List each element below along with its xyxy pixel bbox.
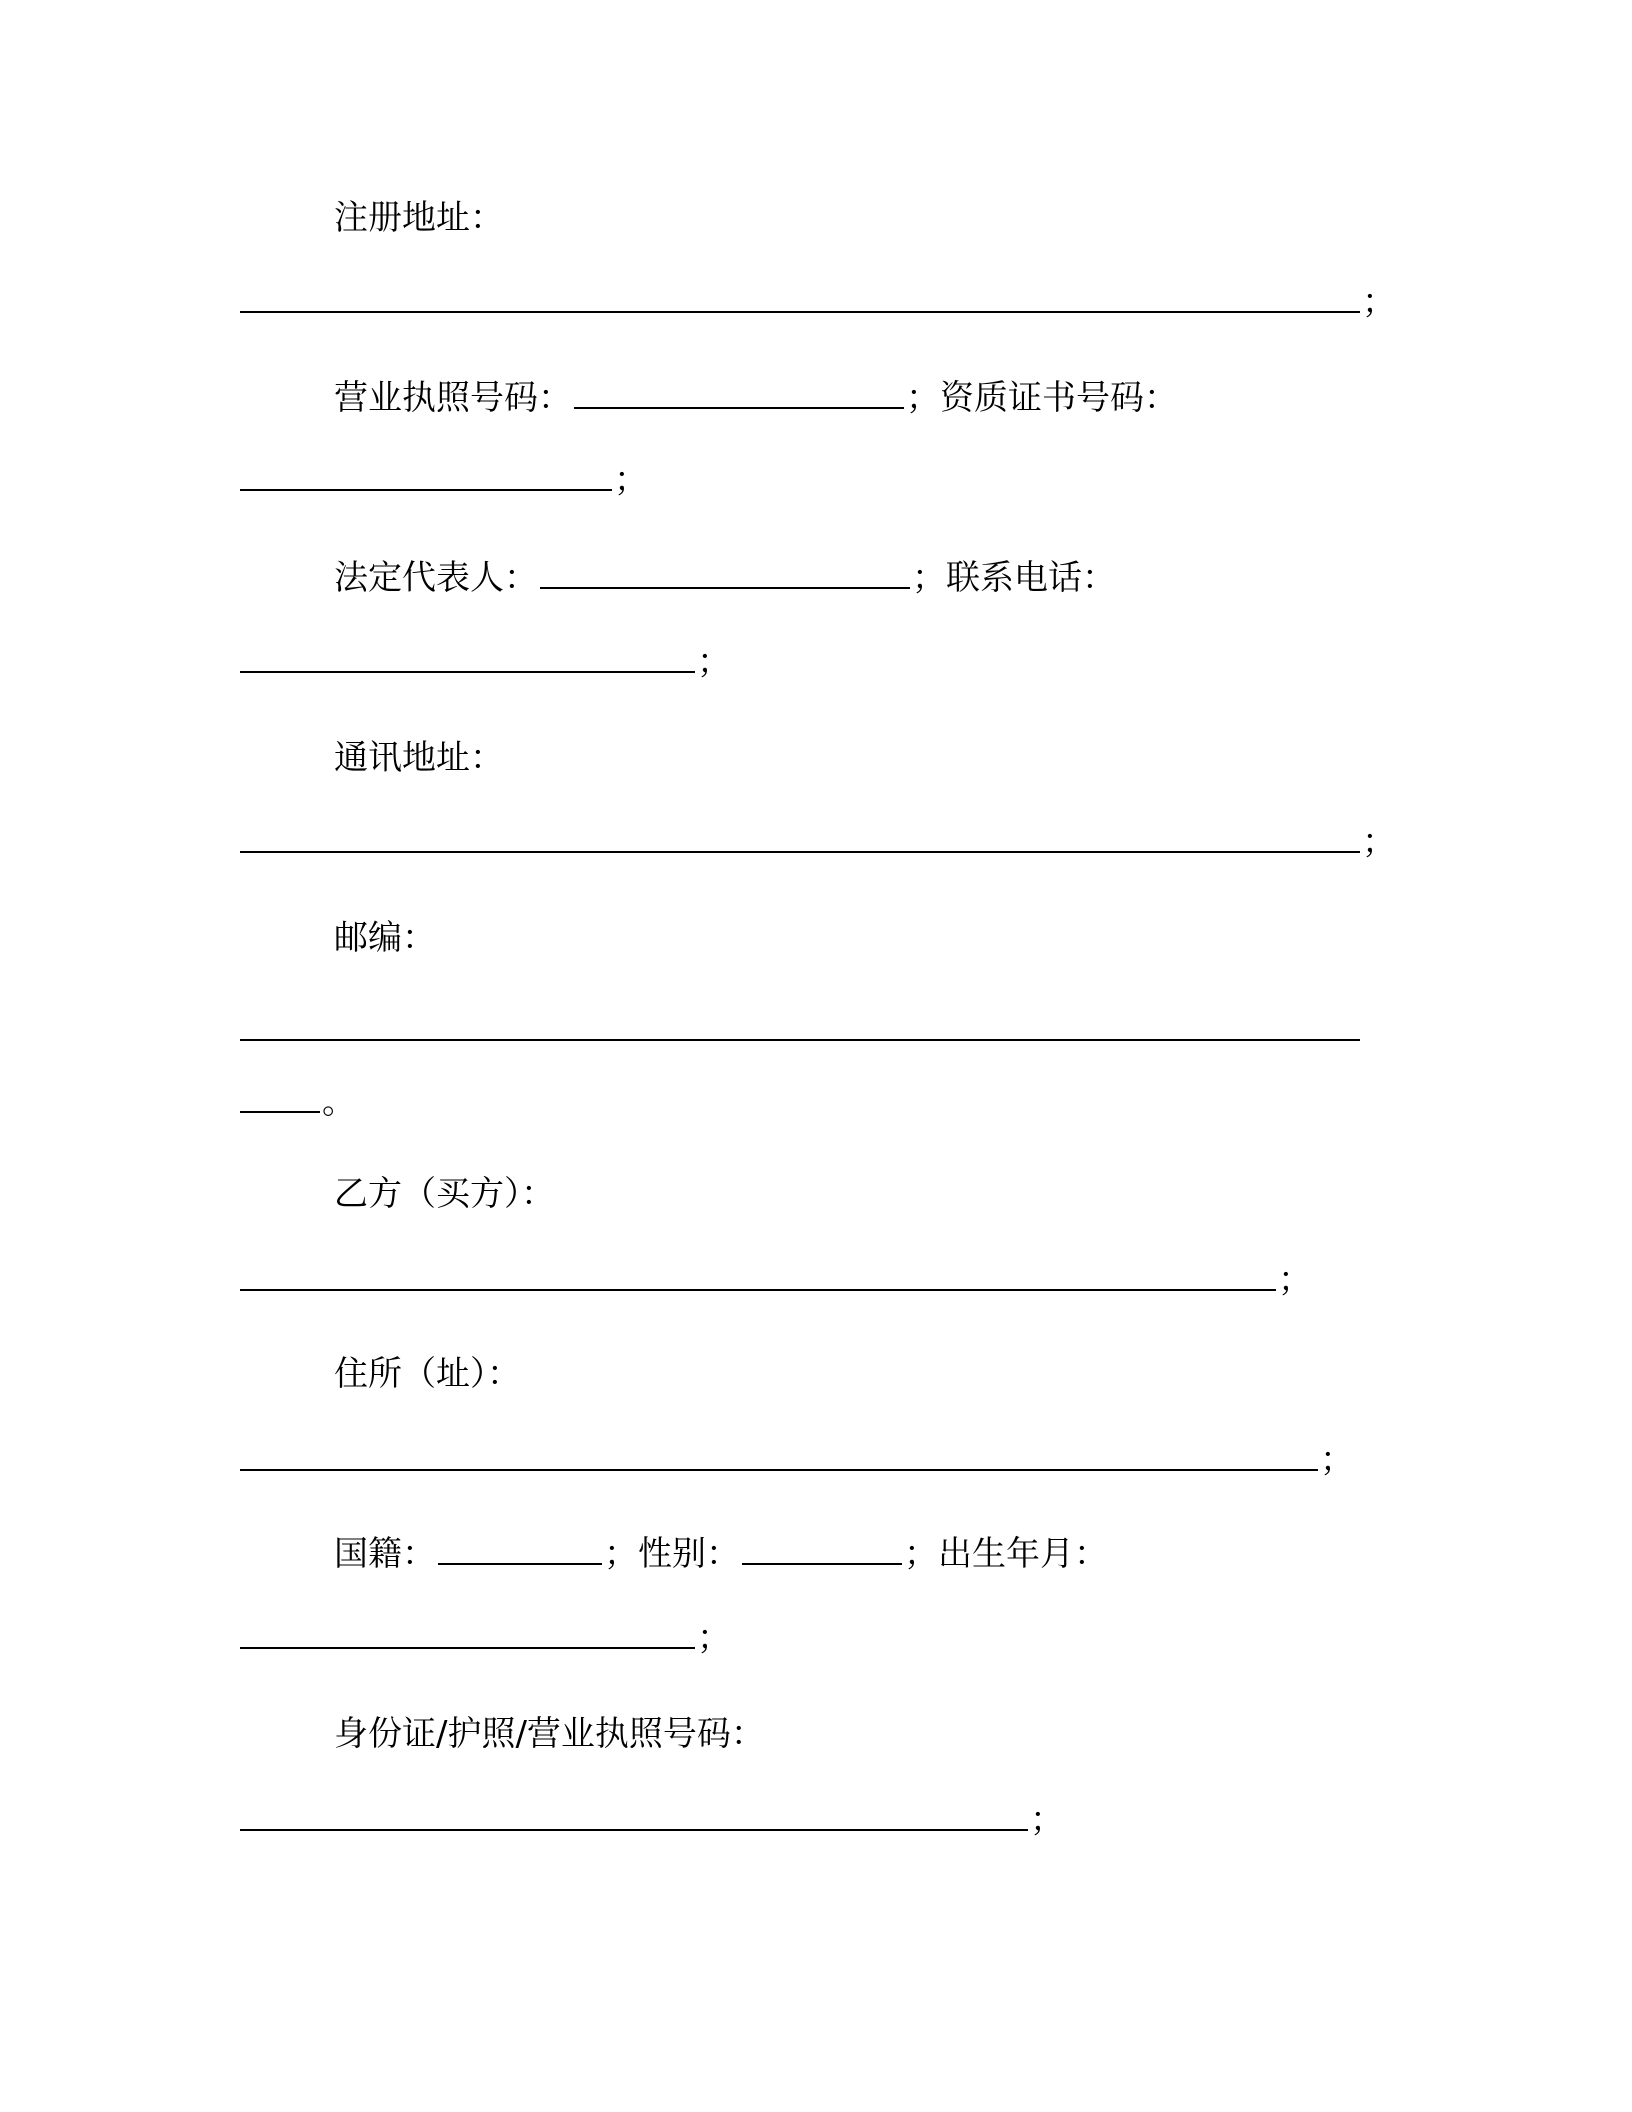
postcode-fill-line-1	[240, 1008, 1362, 1052]
residence-label: 住所（址）：	[334, 1354, 521, 1394]
registered-address-label: 注册地址：	[334, 198, 504, 238]
nationality-sep: ；	[604, 1534, 638, 1574]
gender-blank[interactable]	[742, 1535, 902, 1565]
phone-fill-line	[240, 640, 731, 684]
party-b-blank[interactable]	[240, 1261, 1276, 1291]
id-number-end: ；	[1030, 1800, 1064, 1840]
id-number-fill-line	[240, 1798, 1064, 1842]
gender-label: 性别：	[638, 1534, 740, 1574]
mailing-address-end: ；	[1362, 822, 1396, 862]
postcode-label: 邮编：	[334, 918, 436, 958]
legal-rep-line	[334, 556, 1116, 600]
birth-date-label: 出生年月：	[938, 1534, 1108, 1574]
mailing-address-label: 通讯地址：	[334, 738, 504, 778]
nationality-blank[interactable]	[438, 1535, 602, 1565]
birth-date-blank[interactable]	[240, 1619, 695, 1649]
party-b-fill-line	[240, 1258, 1312, 1302]
postcode-fill-line-2	[240, 1080, 356, 1124]
mailing-address-blank[interactable]	[240, 823, 1360, 853]
residence-label-line	[334, 1352, 521, 1396]
postcode-blank-1[interactable]	[240, 1011, 1360, 1041]
legal-rep-label: 法定代表人：	[334, 558, 538, 598]
legal-rep-blank[interactable]	[540, 559, 910, 589]
birth-date-fill-line	[240, 1616, 731, 1660]
business-license-sep: ；	[906, 378, 940, 418]
postcode-end: 。	[322, 1082, 356, 1122]
id-number-blank[interactable]	[240, 1801, 1028, 1831]
residence-fill-line	[240, 1438, 1354, 1482]
qualification-cert-end: ；	[614, 460, 648, 500]
business-license-line	[334, 376, 1178, 420]
registered-address-end: ；	[1362, 282, 1396, 322]
registered-address-label-line	[334, 196, 504, 240]
postcode-blank-2[interactable]	[240, 1083, 320, 1113]
qualification-cert-fill-line	[240, 458, 648, 502]
residence-blank[interactable]	[240, 1441, 1318, 1471]
party-b-label: 乙方（买方）：	[334, 1174, 555, 1214]
qualification-cert-blank[interactable]	[240, 461, 612, 491]
id-number-label: 身份证/护照/营业执照号码：	[334, 1714, 765, 1754]
residence-end: ；	[1320, 1440, 1354, 1480]
phone-label: 联系电话：	[946, 558, 1116, 598]
registered-address-blank[interactable]	[240, 283, 1360, 313]
id-number-label-line	[334, 1712, 765, 1756]
qualification-cert-label: 资质证书号码：	[940, 378, 1178, 418]
mailing-address-fill-line	[240, 820, 1396, 864]
nationality-label: 国籍：	[334, 1534, 436, 1574]
business-license-blank[interactable]	[574, 379, 904, 409]
gender-sep: ；	[904, 1534, 938, 1574]
birth-date-end: ；	[697, 1618, 731, 1658]
registered-address-fill-line	[240, 280, 1396, 324]
party-b-end: ；	[1278, 1260, 1312, 1300]
phone-blank[interactable]	[240, 643, 695, 673]
nationality-line	[334, 1532, 1108, 1576]
postcode-label-line	[334, 916, 436, 960]
phone-end: ；	[697, 642, 731, 682]
party-b-label-line	[334, 1172, 555, 1216]
mailing-address-label-line	[334, 736, 504, 780]
legal-rep-sep: ；	[912, 558, 946, 598]
business-license-label: 营业执照号码：	[334, 378, 572, 418]
